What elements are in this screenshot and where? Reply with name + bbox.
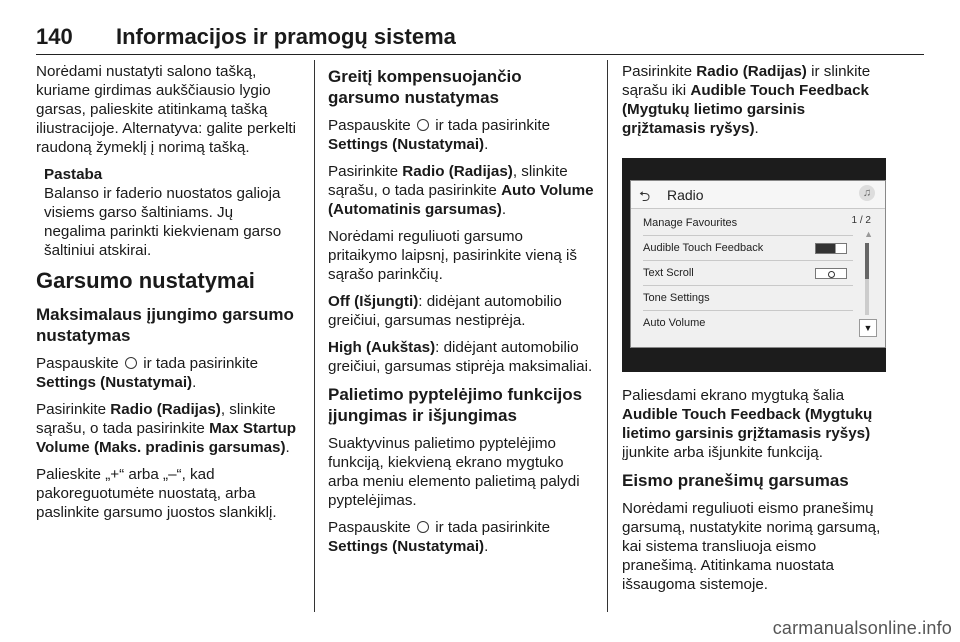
note-body: Balanso ir faderio nuostatos galioja visiems garso šaltiniams. Jų negalima parinkti kiekvienam garso šaltiniui atskirai. xyxy=(44,185,282,259)
toggle-switch-off[interactable] xyxy=(815,268,847,279)
header-divider xyxy=(36,54,924,55)
page-indicator: 1 / 2 xyxy=(851,215,871,226)
toggle-switch-on[interactable] xyxy=(815,243,847,254)
page-number: 140 xyxy=(36,24,73,49)
list-item[interactable]: Tone Settings xyxy=(643,286,853,311)
list-item[interactable]: Manage Favourites xyxy=(643,211,853,236)
list-item[interactable]: Auto Volume xyxy=(643,317,706,329)
page-title: Informacijos ir pramogų sistema xyxy=(116,24,456,49)
column-middle xyxy=(328,62,594,564)
paragraph: Norėdami reguliuoti garsumo pritaikymo laipsnį, pasirinkite vieną iš sąrašo parinkčių. xyxy=(328,228,578,283)
paragraph: Paspauskite ir tada pasirinkite Settings (Nustatymai). xyxy=(328,519,551,555)
scroll-down-button[interactable]: ▼ xyxy=(859,319,877,337)
scrollbar-thumb[interactable] xyxy=(865,243,869,279)
section-heading: Garsumo nustatymai xyxy=(36,268,255,293)
paragraph: Paspauskite ir tada pasirinkite Settings (Nustatymai). xyxy=(328,117,551,153)
watermark: carmanualsonline.info xyxy=(772,618,952,638)
column-divider xyxy=(314,60,315,612)
paragraph: Pasirinkite Radio (Radijas), slinkite sąrašu, o tada pasirinkite Auto Volume (Automatinis garsumas). xyxy=(328,163,594,218)
music-note-icon: ♫ xyxy=(859,185,875,201)
paragraph: Paliesdami ekrano mygtuką šalia Audible Touch Feedback (Mygtukų lietimo garsinis grįžtamasis ryšys) įjunkite arba išjunkite funkciją. xyxy=(622,387,873,461)
settings-gear-icon xyxy=(417,119,429,131)
subsection-heading: Palietimo pyptelėjimo funkcijos įjungimas ir išjungimas xyxy=(328,385,583,425)
settings-gear-icon xyxy=(125,357,137,369)
subsection-heading: Eismo pranešimų garsumas xyxy=(622,471,849,490)
paragraph: Palieskite „+“ arba „–“, kad pakoreguotumėte nuostatą, arba paslinkite garsumo juostos slankiklį. xyxy=(36,466,277,521)
page-header xyxy=(36,20,924,56)
subsection-heading: Greitį kompensuojančio garsumo nustatymas xyxy=(328,67,522,107)
paragraph: Norėdami nustatyti salono tašką, kuriame girdimas aukščiausio lygio garsas, palieskite atitinkamą tašką iliustracijoje. Alternatyva: galite perkelti raudoną žymeklį į norimą tašką. xyxy=(36,63,296,156)
settings-list xyxy=(643,211,853,336)
scroll-up-icon[interactable]: ▲ xyxy=(864,229,873,239)
list-item[interactable]: Audible Touch Feedback xyxy=(643,236,853,261)
radio-settings-screen xyxy=(630,180,886,348)
radio-screen-illustration xyxy=(622,158,886,372)
column-right xyxy=(622,62,890,602)
screen-title: Radio xyxy=(667,187,704,203)
column-divider xyxy=(607,60,608,612)
note-title: Pastaba xyxy=(44,166,103,183)
paragraph: Suaktyvinus palietimo pyptelėjimo funkciją, kiekvieną ekrano mygtuko arba meniu elemento palietimą palydi pyptelėjimas. xyxy=(328,435,580,509)
menu-path: Settings (Nustatymai) xyxy=(36,374,193,391)
paragraph: Paspauskite ir tada pasirinkite Settings (Nustatymai). xyxy=(36,355,259,391)
subsection-heading: Maksimalaus įjungimo garsumo nustatymas xyxy=(36,305,294,345)
paragraph: Norėdami reguliuoti eismo pranešimų garsumą, nustatykite norimą garsumą, kai sistema transliuoja eismo pranešimą. Atitinkama nuostata išsaugoma sistemoje. xyxy=(622,500,881,593)
paragraph: Pasirinkite Radio (Radijas) ir slinkite sąrašu iki Audible Touch Feedback (Mygtukų lietimo garsinis grįžtamasis ryšys). xyxy=(622,63,871,137)
back-arrow-icon[interactable]: ⮌ xyxy=(639,188,651,204)
paragraph: High (Aukštas): didėjant automobilio greičiui, garsumas stiprėja maksimaliai. xyxy=(328,339,593,375)
paragraph: Off (Išjungti): didėjant automobilio greičiui, garsumas nestiprėja. xyxy=(328,293,562,329)
list-item[interactable]: Text Scroll xyxy=(643,261,853,286)
paragraph: Pasirinkite Radio (Radijas), slinkite sąrašu, o tada pasirinkite Max Startup Volume (Maks. pradinis garsumas). xyxy=(36,401,296,456)
note-box xyxy=(36,165,298,260)
column-left xyxy=(36,62,298,530)
screen-header xyxy=(631,181,885,209)
settings-gear-icon xyxy=(417,521,429,533)
